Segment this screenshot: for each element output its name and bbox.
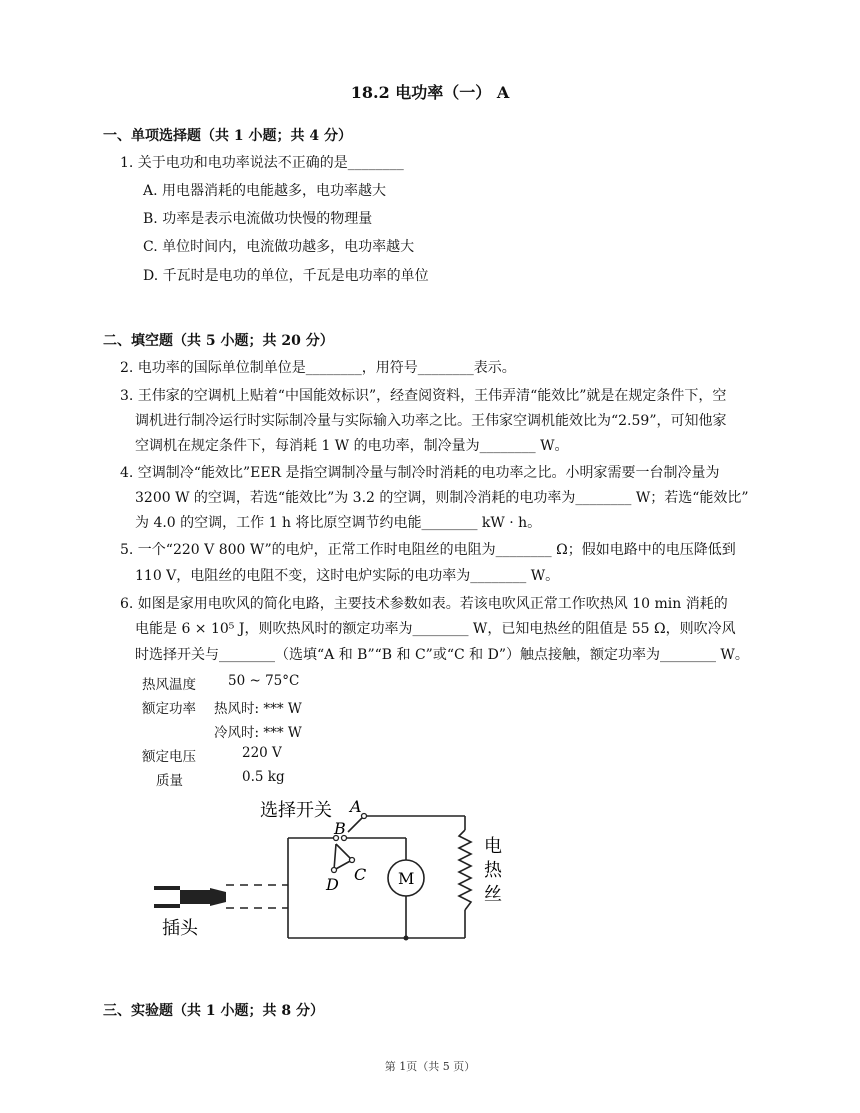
q2-line-1: 2. 电功率的国际单位制单位是________，用符号________表示。	[120, 360, 516, 376]
q5-line-1: 5. 一个“220 V 800 W”的电炉，正常工作时电阻丝的电阻为________ Ω；假如电路中的电压降低到	[120, 542, 736, 558]
q6-line-1: 6. 如图是家用电吹风的简化电路，主要技术参数如表。若该电吹风正常工作吹热风 10 min 消耗的	[120, 596, 728, 612]
heater-resistor	[459, 830, 471, 910]
spec-value-hot: 热风时: *** W	[214, 701, 302, 717]
q6-line-3: 时选择开关与________（选填“A 和 B”“B 和 C”或“C 和 D”）触点接触，额定功率为________ W。	[135, 647, 749, 663]
contact-b-label: B	[334, 819, 346, 838]
q4-line-2: 3200 W 的空调，若选“能效比”为 3.2 的空调，则制冷消耗的电功率为________ W；若选“能效比”	[135, 490, 749, 506]
page-title: 18.2 电功率（一） A	[350, 83, 510, 102]
section-1-heading: 一、单项选择题（共 1 小题；共 4 分）	[103, 128, 352, 144]
spec-value-temp: 50 ~ 75°C	[228, 673, 300, 689]
plug-icon	[154, 886, 226, 908]
page-footer: 第 1页（共 5 页）	[384, 1060, 476, 1073]
contact-c-label: C	[354, 865, 367, 884]
section-3-heading: 三、实验题（共 1 小题；共 8 分）	[103, 1003, 324, 1019]
q3-line-3: 空调机在规定条件下，每消耗 1 W 的电功率，制冷量为________ W。	[135, 438, 569, 454]
q1-option-a: A. 用电器消耗的电能越多，电功率越大	[143, 183, 387, 199]
section-2-heading: 二、填空题（共 5 小题；共 20 分）	[103, 333, 334, 349]
q4-line-1: 4. 空调制冷“能效比”EER 是指空调制冷量与制冷时消耗的电功率之比。小明家需要一台制冷量为	[120, 465, 720, 481]
spec-label-mass: 质量	[156, 773, 183, 789]
q3-line-1: 3. 王伟家的空调机上贴着“中国能效标识”，经查阅资料，王伟弄清“能效比”就是在规定条件下，空	[120, 388, 727, 404]
q6-line-2: 电能是 6 × 10⁵ J，则吹热风时的额定功率为________ W，已知电热丝的阻值是 55 Ω，则吹冷风	[135, 621, 736, 637]
switch-label: 选择开关	[260, 800, 332, 821]
spec-value-cold: 冷风时: *** W	[214, 725, 302, 741]
plug-label: 插头	[162, 918, 198, 939]
spec-value-mass: 0.5 kg	[242, 769, 285, 785]
q4-line-3: 为 4.0 的空调，工作 1 h 将比原空调节约电能________ kW · h。	[135, 515, 542, 531]
motor-label: M	[398, 869, 415, 888]
spec-label-temp: 热风温度	[142, 677, 196, 693]
spec-label-voltage: 额定电压	[142, 749, 196, 765]
spec-value-voltage: 220 V	[242, 745, 282, 761]
q1-option-d: D. 千瓦时是电功的单位，千瓦是电功率的单位	[143, 268, 429, 284]
q1-stem: 1. 关于电功和电功率说法不正确的是________	[120, 155, 404, 171]
heater-label-3: 丝	[484, 884, 502, 905]
heater-label-1: 电	[484, 836, 502, 857]
hair-dryer-circuit-diagram	[140, 790, 520, 960]
heater-label-2: 热	[484, 860, 502, 881]
q5-line-2: 110 V，电阻丝的电阻不变，这时电炉实际的电功率为________ W。	[135, 568, 560, 584]
q3-line-2: 调机进行制冷运行时实际制冷量与实际输入功率之比。王伟家空调机能效比为“2.59”，可知他家	[135, 413, 727, 429]
spec-label-power: 额定功率	[142, 701, 196, 717]
q1-option-c: C. 单位时间内，电流做功越多，电功率越大	[143, 239, 415, 255]
contact-a-label: A	[350, 797, 362, 816]
contact-d-label: D	[326, 875, 339, 894]
q1-option-b: B. 功率是表示电流做功快慢的物理量	[143, 211, 373, 227]
